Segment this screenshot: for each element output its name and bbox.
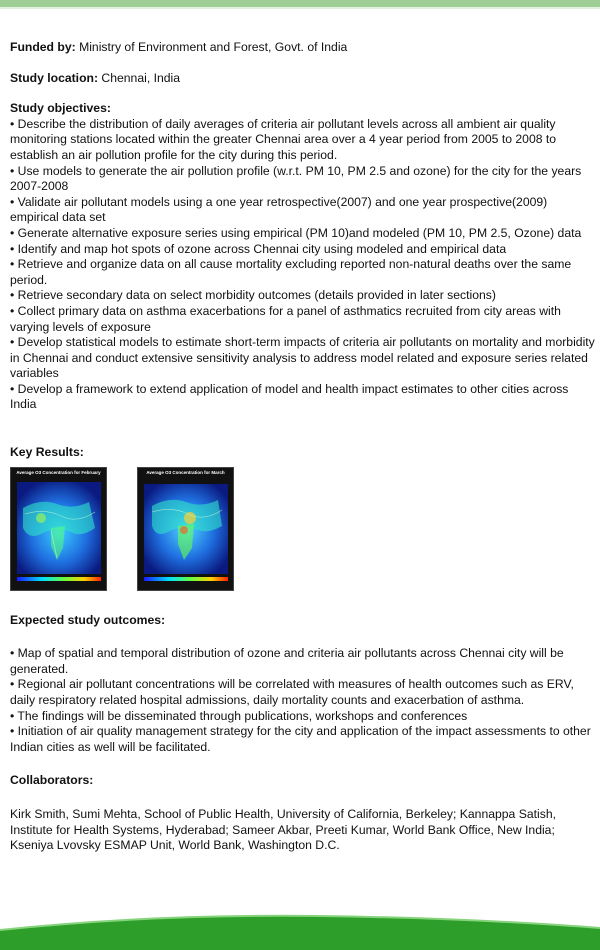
- objective-item: • Generate alternative exposure series using empirical (PM 10)and modeled (PM 10, PM 2.5, Ozone) data: [10, 225, 582, 240]
- document-body: [10, 40, 595, 854]
- funded-by-value: Ministry of Environment and Forest, Govt. of India: [79, 40, 348, 54]
- map-caption: Average O3 Concentration for March: [146, 469, 225, 475]
- key-results-heading: Key Results:: [10, 445, 84, 460]
- key-results-figures: [10, 467, 595, 595]
- funded-by-line: [10, 40, 595, 56]
- expected-outcomes-heading: Expected study outcomes:: [10, 612, 166, 627]
- collaborators-heading: Collaborators:: [10, 773, 94, 788]
- study-objectives-list: [10, 117, 595, 413]
- outcome-item: • Regional air pollutant concentrations will be correlated with measures of health outcomes such as ERV, daily respiratory related hospital admissions, daily mortality counts and exacerbation of asthma.: [10, 677, 574, 708]
- study-objectives-heading: Study objectives:: [10, 101, 111, 116]
- ozone-heatmap-image: [11, 468, 106, 590]
- objective-item: • Retrieve secondary data on select morbidity outcomes (details provided in later sections): [10, 288, 496, 303]
- map-caption: Average O3 Concentration for February: [16, 469, 101, 475]
- objective-item: • Develop statistical models to estimate short-term impacts of criteria air pollutants on mortality and morbidity in Chennai and conduct extensive sensitivity analysis to address model related and exposure series related variables: [10, 335, 595, 381]
- ozone-heatmap-image: [138, 468, 233, 590]
- top-decorative-bar: [0, 0, 600, 7]
- study-location-value: Chennai, India: [101, 70, 181, 85]
- objective-item: • Identify and map hot spots of ozone across Chennai city using modeled and empirical data: [10, 241, 507, 256]
- expected-outcomes-list: [10, 646, 595, 755]
- outcome-item: • Map of spatial and temporal distribution of ozone and criteria air pollutants across Chennai city will be generated.: [10, 646, 564, 676]
- objective-item: • Validate air pollutant models using a one year retrospective(2007) and one year prospective(2009) empirical data set: [10, 194, 548, 225]
- objective-item: • Collect primary data on asthma exacerbations for a panel of asthmatics recruited from city areas with varying levels of exposure: [10, 303, 561, 334]
- study-location-label: Study location:: [10, 70, 99, 85]
- objective-item: • Use models to generate the air pollution profile (w.r.t. PM 10, PM 2.5 and ozone) for the city for the years 2007-2008: [10, 163, 582, 194]
- ozone-map-march: [137, 467, 234, 591]
- objective-item: • Develop a framework to extend application of model and health impact estimates to other cities across India: [10, 381, 569, 412]
- funded-by-label: Funded by:: [10, 40, 76, 54]
- study-location-line: [10, 71, 595, 87]
- objective-item: • Retrieve and organize data on all cause mortality excluding reported non-natural deaths over the same period.: [10, 257, 572, 287]
- objective-item: • Describe the distribution of daily averages of criteria air pollutant levels across all ambient air quality monitoring stations located within the greater Chennai area over a 4 year period from 2005 to 2008 to establish an air pollution profile for the city during this period.: [10, 116, 557, 162]
- collaborators-text: Kirk Smith, Sumi Mehta, School of Public Health, University of California, Berkeley; Kannappa Satish, Institute for Health Systems, Hyderabad; Sameer Akbar, Preeti Kumar, World Bank Office, New India; Kseniya Lvovsky ESMAP Unit, World Bank, Washington D.C.: [10, 807, 556, 853]
- outcome-item: • The findings will be disseminated through publications, workshops and conferences: [10, 708, 468, 723]
- ozone-map-february: [10, 467, 107, 591]
- outcome-item: • Initiation of air quality management strategy for the city and application of the impact assessments to other Indian cities as well will be facilitated.: [10, 724, 591, 754]
- bottom-decorative-wave: [0, 908, 600, 950]
